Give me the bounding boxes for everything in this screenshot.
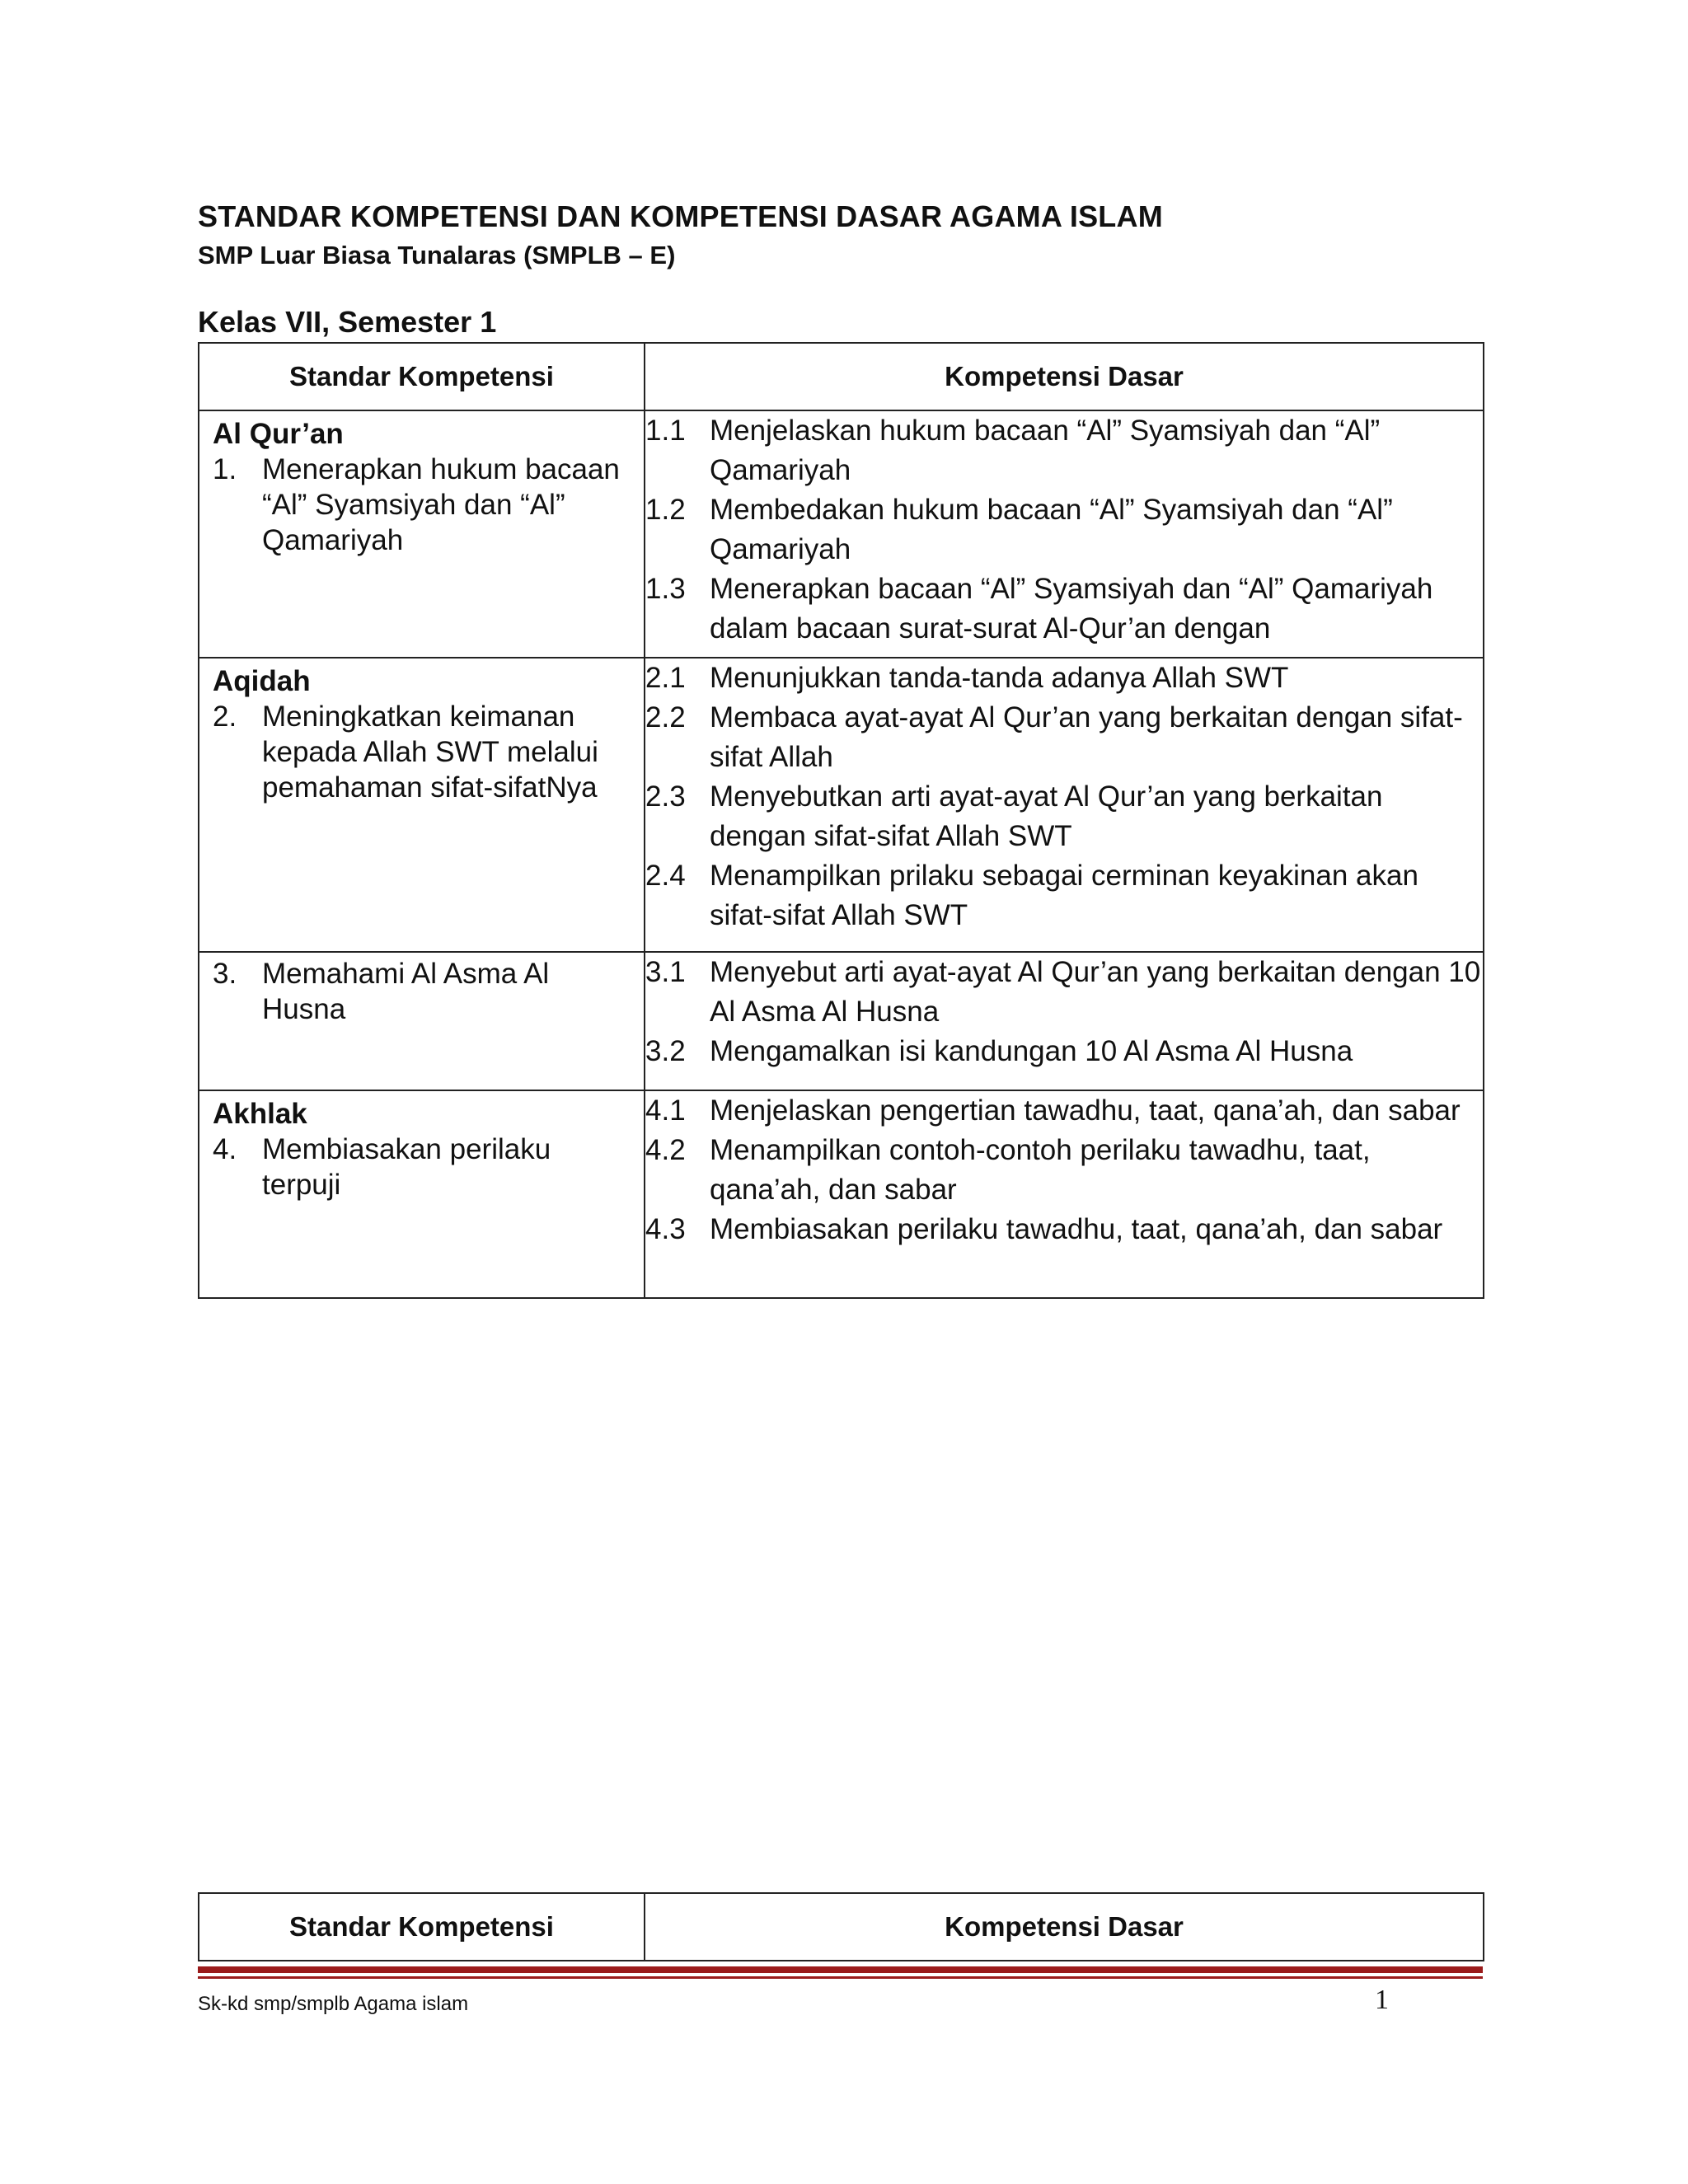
kd-item <box>645 1210 1483 1249</box>
kd-cell <box>645 1090 1484 1298</box>
footer-rule-thick <box>198 1966 1483 1973</box>
kd-item <box>645 1131 1483 1210</box>
sk-category-heading: Aqidah <box>213 665 311 697</box>
sk-text: Meningkatkan keimanan kepada Allah SWT melalui pemahaman sifat-sifatNya <box>262 701 598 804</box>
kd-number: 1.3 <box>645 573 686 605</box>
kd-cell <box>645 410 1484 658</box>
kd-cell <box>645 952 1484 1090</box>
sk-item <box>213 956 635 1027</box>
kd-cell <box>645 658 1484 952</box>
sk-item <box>213 1132 635 1202</box>
table-row <box>199 658 1484 952</box>
kd-number: 1.2 <box>645 494 686 526</box>
kd-text: Menjelaskan hukum bacaan “Al” Syamsiyah dan “Al” Qamariyah <box>710 415 1381 486</box>
column-header-standar-kompetensi: Standar Kompetensi <box>199 343 645 410</box>
kd-number: 1.1 <box>645 415 686 447</box>
kd-text: Menunjukkan tanda-tanda adanya Allah SWT <box>710 662 1289 694</box>
kd-number: 2.3 <box>645 780 686 813</box>
kd-item <box>645 698 1483 777</box>
sk-item <box>213 699 635 805</box>
kd-item <box>645 1032 1483 1071</box>
sk-cell <box>199 658 645 952</box>
table-row <box>199 410 1484 658</box>
kd-number: 2.2 <box>645 701 686 733</box>
competency-table <box>198 342 1484 1299</box>
kd-number: 3.2 <box>645 1035 686 1067</box>
table-header-row <box>199 343 1484 410</box>
column-header-kompetensi-dasar: Kompetensi Dasar <box>645 343 1484 410</box>
page-number: 1 <box>1375 1985 1389 2015</box>
kd-text: Membiasakan perilaku tawadhu, taat, qana’ah, dan sabar <box>710 1213 1443 1245</box>
sk-item <box>213 452 635 558</box>
sk-number: 4. <box>213 1133 237 1165</box>
footer-rule-thin <box>198 1976 1483 1979</box>
sk-text: Memahami Al Asma Al Husna <box>262 958 550 1025</box>
table-row <box>199 1090 1484 1298</box>
kd-item <box>645 953 1483 1032</box>
kd-item <box>645 569 1483 649</box>
kd-text: Menerapkan bacaan “Al” Syamsiyah dan “Al” Qamariyah dalam bacaan surat-surat Al-Qur’an dengan <box>710 573 1433 644</box>
kd-text: Menyebut arti ayat-ayat Al Qur’an yang berkaitan dengan 10 Al Asma Al Husna <box>710 956 1481 1028</box>
document-title: STANDAR KOMPETENSI DAN KOMPETENSI DASAR AGAMA ISLAM <box>198 199 1163 233</box>
kd-number: 2.4 <box>645 860 686 892</box>
kd-text: Menampilkan contoh-contoh perilaku tawadhu, taat, qana’ah, dan sabar <box>710 1134 1371 1206</box>
sk-text: Menerapkan hukum bacaan “Al” Syamsiyah dan “Al” Qamariyah <box>262 453 620 556</box>
kd-item <box>645 658 1483 698</box>
continued-table-header <box>198 1892 1484 1961</box>
sk-text: Membiasakan perilaku terpuji <box>262 1133 551 1201</box>
sk-category-heading: Al Qur’an <box>213 418 344 450</box>
kd-number: 4.2 <box>645 1134 686 1166</box>
kd-item <box>645 411 1483 490</box>
kd-item <box>645 1091 1483 1131</box>
kd-item <box>645 777 1483 856</box>
table-header-row <box>199 1893 1484 1961</box>
kd-text: Menampilkan prilaku sebagai cerminan keyakinan akan sifat-sifat Allah SWT <box>710 860 1418 931</box>
class-semester-heading: Kelas VII, Semester 1 <box>198 305 497 339</box>
column-header-standar-kompetensi: Standar Kompetensi <box>199 1893 645 1961</box>
sk-cell <box>199 410 645 658</box>
kd-item <box>645 490 1483 569</box>
kd-number: 4.3 <box>645 1213 686 1245</box>
sk-number: 1. <box>213 453 237 485</box>
sk-category-heading: Akhlak <box>213 1098 307 1130</box>
kd-number: 2.1 <box>645 662 686 694</box>
column-header-kompetensi-dasar: Kompetensi Dasar <box>645 1893 1484 1961</box>
table-row <box>199 952 1484 1090</box>
kd-text: Mengamalkan isi kandungan 10 Al Asma Al Husna <box>710 1035 1353 1067</box>
footer-document-name: Sk-kd smp/smplb Agama islam <box>198 1993 469 2015</box>
sk-number: 3. <box>213 958 237 990</box>
kd-text: Menjelaskan pengertian tawadhu, taat, qana’ah, dan sabar <box>710 1094 1461 1127</box>
kd-text: Membaca ayat-ayat Al Qur’an yang berkaitan dengan sifat-sifat Allah <box>710 701 1463 773</box>
kd-text: Menyebutkan arti ayat-ayat Al Qur’an yang berkaitan dengan sifat-sifat Allah SWT <box>710 780 1383 852</box>
sk-cell <box>199 1090 645 1298</box>
kd-text: Membedakan hukum bacaan “Al” Syamsiyah dan “Al” Qamariyah <box>710 494 1393 565</box>
document-subtitle: SMP Luar Biasa Tunalaras (SMPLB – E) <box>198 241 676 269</box>
kd-number: 3.1 <box>645 956 686 988</box>
kd-number: 4.1 <box>645 1094 686 1127</box>
kd-item <box>645 856 1483 935</box>
sk-cell <box>199 952 645 1090</box>
sk-number: 2. <box>213 701 237 733</box>
